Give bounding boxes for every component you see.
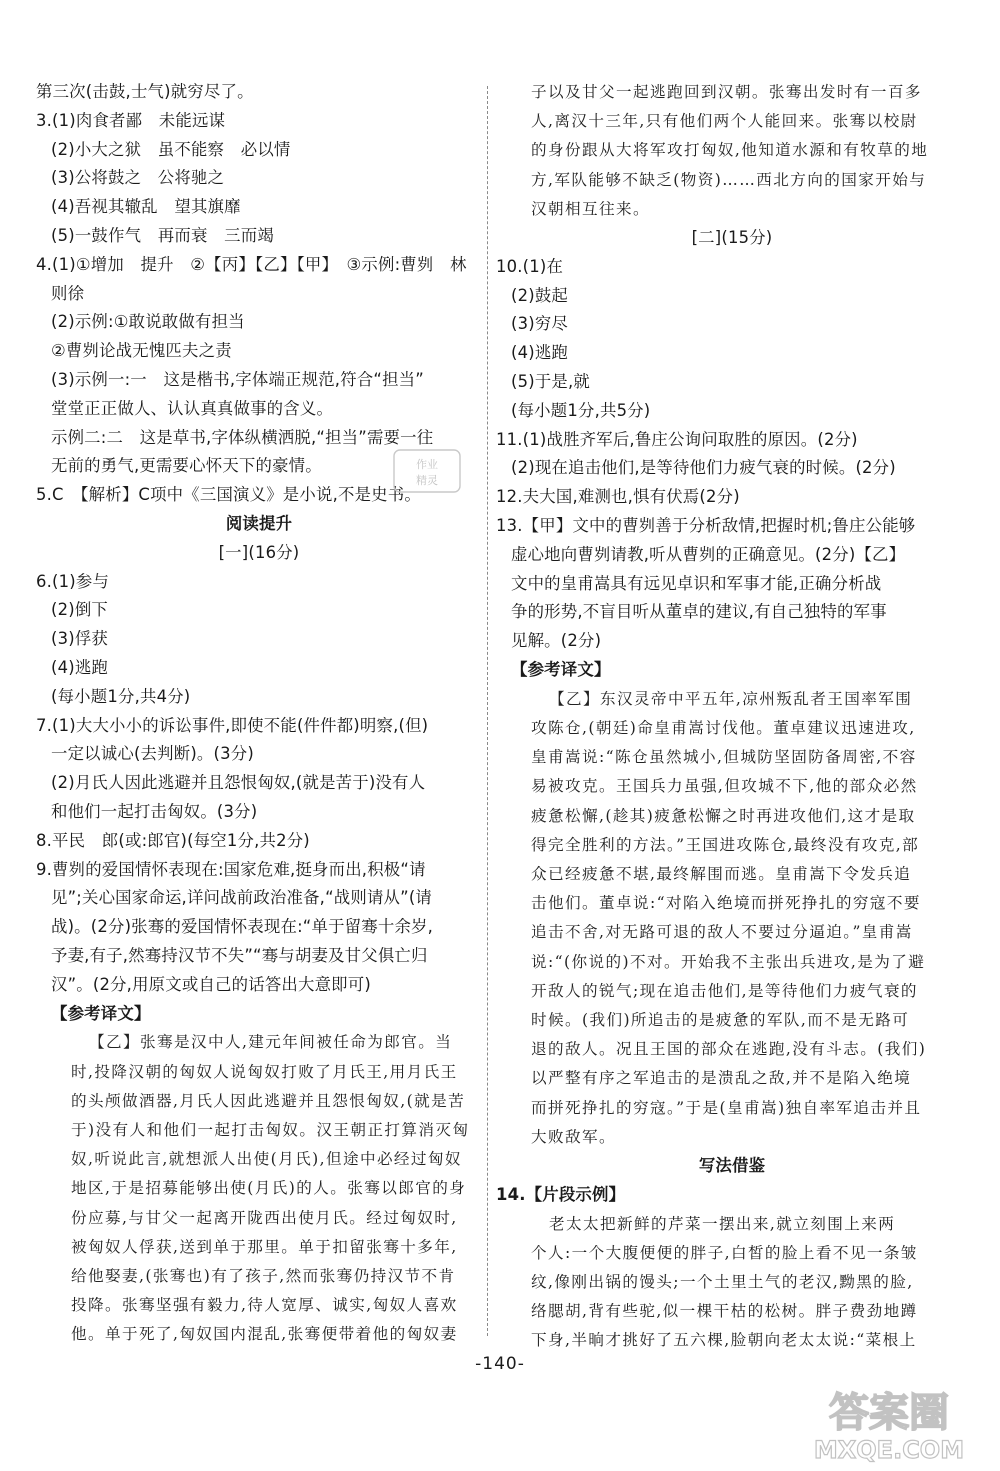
text-line: (2)倒下	[51, 600, 108, 620]
translation-line: 击他们。董卓说:“对陷入绝境而拼死挣扎的穷寇不要	[531, 894, 921, 913]
translation-line: 开敌人的锐气;现在追击他们,是等待他们力疲气衰的	[531, 981, 918, 1000]
translation-line: 他。单于死了,匈奴国内混乱,张骞便带着他的匈奴妻	[71, 1325, 458, 1344]
translation-line: 人,离汉十三年,只有他们两个人能回来。张骞以校尉	[531, 112, 918, 131]
text-line: 5.C 【解析】C项中《三国演义》是小说,不是史书。	[36, 485, 421, 505]
text-line: 10.(1)在	[496, 256, 564, 276]
text-line: (4)逃跑	[511, 343, 568, 363]
text-line: (3)穷尽	[511, 314, 568, 334]
translation-line: 于)没有人和他们一起打击匈奴。汉王朝正打算消灭匈	[71, 1120, 470, 1139]
text-line: 予妻,有子,然骞持汉节不失”“骞与胡妻及甘父俱亡归	[51, 945, 428, 965]
text-line: 见解。(2分)	[511, 631, 602, 651]
svg-text:精灵: 精灵	[416, 474, 438, 487]
translation-line: 【乙】东汉灵帝中平五年,凉州叛乱者王国率军围	[549, 689, 913, 708]
text-line: (3)俘获	[51, 629, 108, 649]
translation-line: 时候。(我们)所追击的是疲惫的军队,而不是无路可	[531, 1011, 910, 1029]
translation-line: 追击不舍,对无路可退的敌人不要过分逼迫。”皇甫嵩	[531, 923, 913, 942]
text-line: 争的形势,不盲目听从董卓的建议,有自己独特的军事	[511, 602, 887, 622]
translation-line: 而拼死挣扎的穷寇。”于是(皇甫嵩)独自率军追击并且	[531, 1098, 922, 1117]
text-line: (每小题1分,共4分)	[51, 686, 191, 706]
text-line: 和他们一起打击匈奴。(3分)	[51, 801, 258, 821]
text-line: 11.(1)战胜齐军后,鲁庄公询问取胜的原因。(2分)	[496, 429, 858, 449]
text-line: 6.(1)参与	[36, 571, 110, 591]
text-line: 4.(1)①增加 提升 ②【丙】【乙】【甲】 ③示例:曹刿 林	[36, 254, 467, 274]
text-line: 第三次(击鼓,士气)就穷尽了。	[36, 82, 254, 101]
excerpt-line: 络腮胡,背有些驼,似一棵干枯的松树。胖子费劲地蹲	[531, 1302, 918, 1321]
excerpt-line: 老太太把新鲜的芹菜一摆出来,就立刻围上来两	[549, 1214, 896, 1233]
text-line: (4)吾视其辙乱 望其旗靡	[51, 197, 241, 217]
translation-line: 的头颅做酒器,月氏人因此逃避并且怨恨匈奴,(就是苦	[71, 1091, 466, 1110]
translation-line: 易被攻克。王国兵力虽强,但攻城不下,他的部众必然	[531, 777, 918, 796]
text-line: 12.夫大国,难测也,惧有伏焉(2分)	[496, 487, 740, 507]
left-column	[36, 78, 482, 1350]
excerpt-line: 下身,半晌才挑好了五六棵,脸朝向老太太说:“菜根上	[531, 1331, 917, 1350]
stamp-logo	[390, 446, 464, 496]
section-heading: 阅读提升	[225, 513, 293, 533]
translation-line: 给他娶妻,(张骞也)有了孩子,然而张骞仍持汉节不肯	[71, 1266, 456, 1285]
text-line: 示例二:二 这是草书,字体纵横洒脱,“担当”需要一往	[51, 427, 434, 447]
text-line: 汉”。(2分,用原文或自己的话答出大意即可)	[51, 974, 371, 994]
excerpt-line: 纹,像刚出锅的馒头;一个土里土气的老汉,黝黑的脸,	[531, 1273, 914, 1292]
text-line: 8.平民 郎(或:郎官)(每空1分,共2分)	[36, 830, 310, 850]
page-number: -140-	[475, 1354, 525, 1374]
text-line: (4)逃跑	[51, 657, 108, 677]
text-line: (5)一鼓作气 再而衰 三而竭	[51, 225, 274, 245]
column-divider	[487, 86, 488, 1336]
translation-line: 众已经疲惫不堪,最终解围而逃。皇甫嵩下令发兵追	[531, 864, 912, 883]
text-line: 则徐	[51, 283, 85, 303]
text-line: 无前的勇气,更需要心怀天下的豪情。	[51, 456, 322, 476]
section-heading: 写法借鉴	[698, 1156, 766, 1176]
translation-line: 以严整有序之军追击的是溃乱之敌,并不是陷入绝境	[531, 1069, 912, 1088]
text-line: 7.(1)大大小小的诉讼事件,即使不能(件件都)明察,(但)	[36, 715, 429, 735]
reference-translation-label: 【参考译文】	[51, 1003, 151, 1023]
text-line: (2)月氏人因此逃避并且怨恨匈奴,(就是苦于)没有人	[51, 773, 426, 793]
svg-text:MXQE.COM: MXQE.COM	[813, 1436, 965, 1464]
text-line: (每小题1分,共5分)	[511, 400, 651, 420]
svg-text:答案圈: 答案圈	[829, 1390, 949, 1436]
text-line: 战)。(2分)张骞的爱国情怀表现在:“单于留骞十余岁,	[51, 917, 434, 937]
text-line: 一定以诚心(去判断)。(3分)	[51, 744, 254, 764]
translation-line: 被匈奴人俘获,送到单于那里。单于扣留张骞十多年,	[71, 1237, 458, 1256]
translation-line: 得完全胜利的方法。”王国进攻陈仓,最终没有攻克,部	[531, 835, 920, 854]
translation-line: 大败敌军。	[531, 1127, 616, 1146]
text-line: (2)示例:①敢说敢做有担当	[51, 312, 245, 332]
subsection-heading: [一](16分)	[218, 542, 300, 562]
text-line: (2)鼓起	[511, 285, 568, 305]
right-column	[496, 78, 968, 1356]
translation-line: 子以及甘父一起逃跑回到汉朝。张骞出发时有一百多	[531, 83, 922, 101]
text-line: 文中的皇甫嵩具有远见卓识和军事才能,正确分析战	[511, 573, 882, 593]
text-line: 见”;关心国家命运,详问战前政治准备,“战则请从”(请	[51, 888, 433, 908]
text-line: (2)小大之狱 虽不能察 必以情	[51, 139, 291, 159]
translation-line: 疲惫松懈,(趁其)疲惫松懈之时再进攻他们,这才是取	[531, 806, 916, 825]
text-line: 3.(1)肉食者鄙 未能远谋	[36, 110, 226, 130]
translation-line: 的身份跟从大将军攻打匈奴,他知道水源和有牧草的地	[531, 141, 929, 160]
translation-line: 退的敌人。况且王国的部众在逃跑,没有斗志。(我们)	[531, 1040, 927, 1059]
translation-line: 【乙】张骞是汉中人,建元年间被任命为郎官。当	[89, 1033, 453, 1052]
translation-line: 时,投降汉朝的匈奴人说匈奴打败了月氏王,用月氏王	[71, 1062, 458, 1081]
text-line: 13.【甲】文中的曹刿善于分析敌情,把握时机;鲁庄公能够	[496, 515, 916, 535]
text-line: (3)公将鼓之 公将驰之	[51, 168, 225, 188]
text-line: (3)示例一:一 这是楷书,字体端正规范,符合“担当”	[51, 369, 424, 389]
reference-translation-label: 【参考译文】	[511, 659, 611, 679]
text-line: (5)于是,就	[511, 372, 590, 391]
watermark-logo	[794, 1380, 984, 1466]
svg-text:作业: 作业	[416, 458, 438, 471]
text-line: 9.曹刿的爱国情怀表现在:国家危难,挺身而出,积极“请	[36, 859, 426, 879]
excerpt-line: 个人:一个大腹便便的胖子,白皙的脸上看不见一条皱	[531, 1243, 918, 1262]
translation-line: 攻陈仓,(朝廷)命皇甫嵩讨伐他。董卓建议迅速进攻,	[531, 718, 916, 737]
translation-line: 皇甫嵩说:“陈仓虽然城小,但城防坚固防备周密,不容	[531, 748, 917, 767]
subsection-heading: [二](15分)	[691, 228, 773, 248]
text-line: 堂堂正正做人、认认真真做事的含义。	[51, 398, 334, 418]
text-line: ②曹刿论战无愧匹夫之责	[51, 341, 232, 361]
text-line: (2)现在追击他们,是等待他们力疲气衰的时候。(2分)	[511, 458, 896, 478]
translation-line: 奴,听说此言,就想派人出使(月氏),但途中必经过匈奴	[71, 1150, 462, 1169]
translation-line: 地区,于是招募能够出使(月氏)的人。张骞以郎官的身	[71, 1179, 467, 1198]
translation-line: 方,军队能够不缺乏(物资)……西北方向的国家开始与	[531, 170, 927, 189]
translation-line: 投降。张骞坚强有毅力,待人宽厚、诚实,匈奴人喜欢	[71, 1296, 458, 1315]
translation-line: 汉朝相互往来。	[531, 199, 650, 218]
translation-line: 份应募,与甘父一起离开陇西出使月氏。经过匈奴时,	[71, 1208, 458, 1227]
text-line: 虚心地向曹刿请教,听从曹刿的正确意见。(2分)【乙】	[511, 544, 906, 564]
translation-line: 说:“(你说的)不对。开始我不主张出兵进攻,是为了避	[531, 952, 926, 971]
text-line: 14.【片段示例】	[496, 1184, 626, 1204]
